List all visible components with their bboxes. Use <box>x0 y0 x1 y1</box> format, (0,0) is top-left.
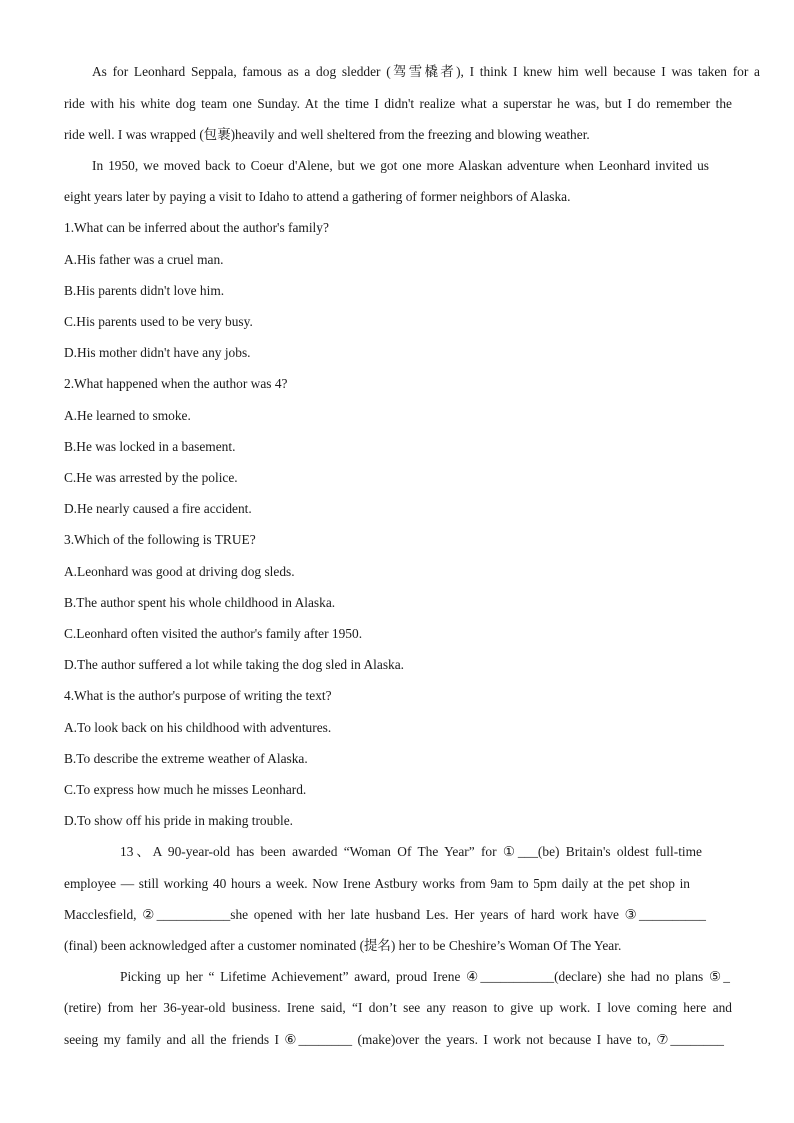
answer-option[interactable]: A.He learned to smoke. <box>64 408 191 423</box>
cloze-line: (final) been acknowledged after a customer nominated (提名) her to be Cheshire’s Woman Of The Year. <box>64 938 622 953</box>
passage-line: In 1950, we moved back to Coeur d'Alene, but we got one more Alaskan adventure when Leonhard invited us <box>92 158 709 173</box>
answer-option[interactable]: D.To show off his pride in making trouble. <box>64 813 294 828</box>
answer-option[interactable]: B.The author spent his whole childhood in Alaska. <box>64 595 336 610</box>
cloze-line: Picking up her “ Lifetime Achievement” award, proud Irene ④___________(declare) she had no plans ⑤_ <box>120 969 730 984</box>
answer-option[interactable]: D.His mother didn't have any jobs. <box>64 345 251 360</box>
answer-option[interactable]: C.He was arrested by the police. <box>64 470 238 485</box>
answer-option[interactable]: C.To express how much he misses Leonhard. <box>64 782 307 797</box>
answer-option[interactable]: D.The author suffered a lot while taking the dog sled in Alaska. <box>64 657 405 672</box>
answer-option[interactable]: B.He was locked in a basement. <box>64 439 236 454</box>
passage-line: As for Leonhard Seppala, famous as a dog sledder (驾雪橇者), I think I knew him well because I was taken for a <box>92 64 760 79</box>
passage-line: ride well. I was wrapped (包裹)heavily and well sheltered from the freezing and blowing weather. <box>64 127 590 142</box>
cloze-line: Macclesfield, ②___________she opened with her late husband Les. Her years of hard work have ③__________ <box>64 907 706 922</box>
question-stem: 2.What happened when the author was 4? <box>64 376 288 391</box>
answer-option[interactable]: A.Leonhard was good at driving dog sleds. <box>64 564 295 579</box>
answer-option[interactable]: D.He nearly caused a fire accident. <box>64 501 252 516</box>
answer-option[interactable]: A.His father was a cruel man. <box>64 252 224 267</box>
cloze-line: employee — still working 40 hours a week. Now Irene Astbury works from 9am to 5pm daily at the pet shop in <box>64 876 690 891</box>
answer-option[interactable]: C.Leonhard often visited the author's family after 1950. <box>64 626 363 641</box>
question-stem: 4.What is the author's purpose of writing the text? <box>64 688 332 703</box>
question-stem: 1.What can be inferred about the author's family? <box>64 220 329 235</box>
cloze-line: 13、A 90-year-old has been awarded “Woman Of The Year” for ①___(be) Britain's oldest full-time <box>120 844 702 859</box>
question-stem: 3.Which of the following is TRUE? <box>64 532 256 547</box>
answer-option[interactable]: B.To describe the extreme weather of Alaska. <box>64 751 308 766</box>
cloze-line: (retire) from her 36-year-old business. Irene said, “I don’t see any reason to give up work. I love coming here and <box>64 1000 732 1015</box>
answer-option[interactable]: A.To look back on his childhood with adventures. <box>64 720 332 735</box>
cloze-line: seeing my family and all the friends I ⑥________ (make)over the years. I work not because I have to, ⑦________ <box>64 1032 724 1047</box>
passage-line: eight years later by paying a visit to Idaho to attend a gathering of former neighbors of Alaska. <box>64 189 571 204</box>
answer-option[interactable]: B.His parents didn't love him. <box>64 283 225 298</box>
answer-option[interactable]: C.His parents used to be very busy. <box>64 314 253 329</box>
passage-line: ride with his white dog team one Sunday. At the time I didn't realize what a superstar he was, but I do remember the <box>64 96 732 111</box>
